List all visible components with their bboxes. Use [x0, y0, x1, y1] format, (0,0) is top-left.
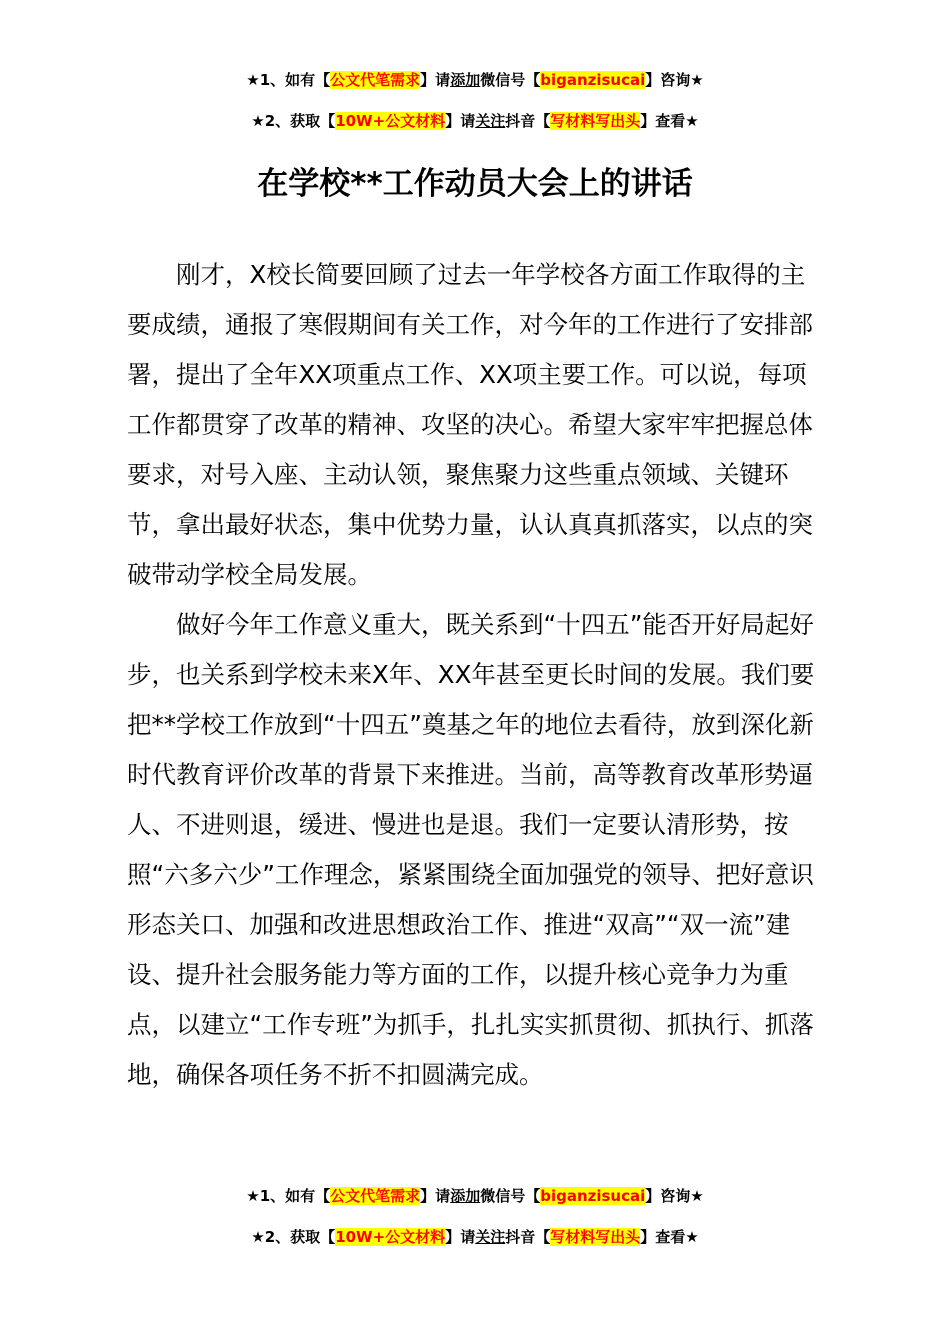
- banner-line-1-bottom: [0, 1186, 950, 1206]
- banner-suffix: 】查看★: [640, 1228, 699, 1246]
- banner-highlight: 写材料写出头: [550, 1228, 641, 1246]
- banner-text: 】请: [420, 1187, 451, 1205]
- banner-suffix: 】咨询★: [645, 1187, 704, 1205]
- banner-underlined-text: 添加: [450, 1187, 481, 1205]
- banner-highlight: 10W+公文材料: [335, 1228, 446, 1246]
- banner-text: 】请: [445, 112, 476, 130]
- document-body: [127, 250, 827, 1100]
- paragraph-2: 做好今年工作意义重大，既关系到“十四五”能否开好局起好步，也关系到学校未来X年、XX年甚至更长时间的发展。我们要把**学校工作放到“十四五”奠基之年的地位去看待，放到深化新时代教育评价改革的背景下来推进。当前，高等教育改革形势逼人、不进则退，缓进、慢进也是退。我们一定要认清形势，按照“六多六少”工作理念，紧紧围绕全面加强党的领导、把好意识形态关口、加强和改进思想政治工作、推进“双高”“双一流”建设、提升社会服务能力等方面的工作，以提升核心竞争力为重点，以建立“工作专班”为抓手，扎扎实实抓贯彻、抓执行、抓落地，确保各项任务不折不扣圆满完成。: [127, 610, 815, 1089]
- banner-suffix: 】咨询★: [645, 71, 704, 89]
- banner-underlined-text: 关注: [475, 1228, 506, 1246]
- paragraph-1: 刚才，X校长简要回顾了过去一年学校各方面工作取得的主要成绩，通报了寒假期间有关工作，对今年的工作进行了安排部署，提出了全年XX项重点工作、XX项主要工作。可以说，每项工作都贯穿了改革的精神、攻坚的决心。希望大家牢牢把握总体要求，对号入座、主动认领，聚焦聚力这些重点领域、关键环节，拿出最好状态，集中优势力量，认认真真抓落实，以点的突破带动学校全局发展。: [127, 260, 813, 589]
- banner-text: 微信号【: [480, 71, 541, 89]
- banner-highlight: 公文代笔需求: [330, 71, 421, 89]
- banner-prefix: ★2、获取【: [251, 112, 336, 130]
- banner-line-1-top: [0, 70, 950, 90]
- banner-text: 抖音【: [505, 1228, 551, 1246]
- banner-text: 微信号【: [480, 1187, 541, 1205]
- banner-highlight: 写材料写出头: [550, 112, 641, 130]
- banner-prefix: ★2、获取【: [251, 1228, 336, 1246]
- document-title: 在学校**工作动员大会上的讲话: [257, 166, 693, 202]
- banner-prefix: ★1、如有【: [246, 71, 331, 89]
- banner-suffix: 】查看★: [640, 112, 699, 130]
- banner-prefix: ★1、如有【: [246, 1187, 331, 1205]
- banner-text: 抖音【: [505, 112, 551, 130]
- banner-highlight: biganzisucai: [540, 71, 646, 89]
- banner-text: 】请: [420, 71, 451, 89]
- banner-text: 】请: [445, 1228, 476, 1246]
- banner-highlight: biganzisucai: [540, 1187, 646, 1205]
- banner-line-2-bottom: [0, 1227, 950, 1247]
- banner-highlight: 10W+公文材料: [335, 112, 446, 130]
- banner-highlight: 公文代笔需求: [330, 1187, 421, 1205]
- banner-underlined-text: 关注: [475, 112, 506, 130]
- banner-line-2-top: [0, 111, 950, 131]
- banner-underlined-text: 添加: [450, 71, 481, 89]
